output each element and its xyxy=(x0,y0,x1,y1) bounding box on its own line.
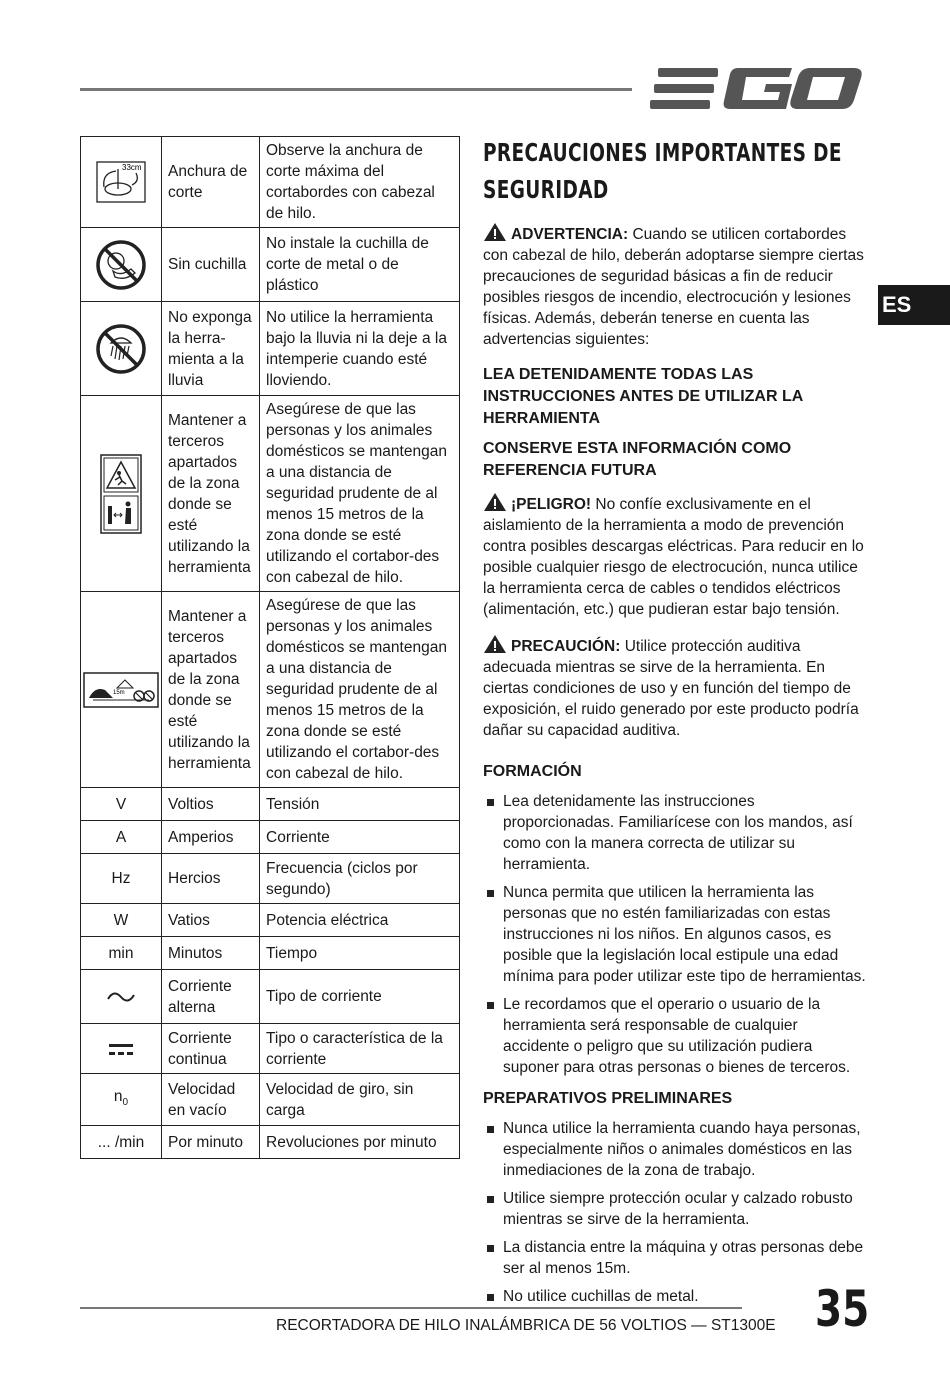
table-row xyxy=(81,137,460,228)
svg-text:33cm: 33cm xyxy=(122,163,142,172)
symbol-name: Hercios xyxy=(162,854,260,904)
cutting-width-icon xyxy=(96,161,146,203)
danger-label: ¡PELIGRO! xyxy=(511,496,592,513)
footer-rule xyxy=(80,1307,742,1309)
heading-preparativos: PREPARATIVOS PRELIMINARES xyxy=(483,1090,733,1107)
symbol-description: Tipo o característica de la corriente xyxy=(260,1024,460,1074)
table-row xyxy=(81,302,460,396)
symbol-name: Vatios xyxy=(162,904,260,937)
footer-product-name: RECORTADORA DE HILO INALÁMBRICA DE 56 VOLTIOS — ST1300E xyxy=(276,1317,776,1334)
symbol-name: Anchura de corte xyxy=(162,137,260,228)
table-row xyxy=(81,228,460,302)
table-row xyxy=(81,937,460,970)
table-row xyxy=(81,788,460,821)
list-item: Lea detenidamente las instrucciones proporcionadas. Familiarícese con los mandos, así como con la manera correcta de utilizar su herramienta. xyxy=(483,791,868,875)
symbol-cell: A xyxy=(81,821,162,854)
symbol-name: Corriente continua xyxy=(162,1024,260,1074)
symbol-cell: ... /min xyxy=(81,1126,162,1159)
no-rain-icon xyxy=(95,323,147,375)
distance-15m-icon xyxy=(83,672,159,708)
symbol-description: Asegúrese de que las personas y los animales domésticos se mantengan a una distancia de seguridad prudente de al menos 15 metros de la zona donde se esté utilizando el cortabor-des con cabezal de hilo. xyxy=(260,592,460,788)
warning-precaucion xyxy=(483,634,868,741)
symbol-description: Tipo de corriente xyxy=(260,970,460,1024)
danger-text: No confíe exclusivamente en el aislamiento de la herramienta a modo de prevención contra posibles descargas eléctricas. Para reducir en lo posible cualquier riesgo de electrocución, nunca utilice la herramienta cerca de cables o tendidos eléctricos (alimentación, etc.) que pudieran estar bajo tensión. xyxy=(483,496,864,618)
ego-logo xyxy=(650,64,862,114)
list-item: La distancia entre la máquina y otras personas debe ser al menos 15m. xyxy=(483,1237,868,1279)
table-row xyxy=(81,592,460,788)
symbol-description: Velocidad de giro, sin carga xyxy=(260,1074,460,1126)
symbol-cell: Hz xyxy=(81,854,162,904)
warning-triangle-icon xyxy=(483,492,507,512)
symbol-name: No exponga la herra-mienta a la lluvia xyxy=(162,302,260,396)
symbol-cell: W xyxy=(81,904,162,937)
header-rule xyxy=(80,88,632,91)
table-row xyxy=(81,1024,460,1074)
symbol-description: Tensión xyxy=(260,788,460,821)
symbol-text: n xyxy=(113,1087,123,1105)
warning-label: ADVERTENCIA: xyxy=(511,226,629,243)
table-row xyxy=(81,970,460,1024)
symbol-description: Observe la anchura de corte máxima del cortabordes con cabezal de hilo. xyxy=(260,137,460,228)
list-item: Le recordamos que el operario o usuario de la herramienta será responsable de cualquier accidente o peligro que su utilización pudiera suponer para otras personas o bienes de terceros. xyxy=(483,994,868,1078)
table-row xyxy=(81,904,460,937)
symbol-cell xyxy=(81,396,162,592)
table-row xyxy=(81,1074,460,1126)
warning-text: Cuando se utilicen cortabordes con cabezal de hilo, deberán adoptarse siempre ciertas precauciones de seguridad básicas a fin de reducir posibles riesgos de incendio, electrocución y lesiones físicas. Además, deberán tenerse en cuenta las advertencias siguientes: xyxy=(483,226,864,348)
language-tab: ES xyxy=(878,285,950,325)
symbol-description: Potencia eléctrica xyxy=(260,904,460,937)
heading-formacion: FORMACIÓN xyxy=(483,763,582,780)
direct-current-icon xyxy=(107,1041,135,1057)
warning-advertencia xyxy=(483,222,868,350)
list-item: Nunca utilice la herramienta cuando haya personas, especialmente niños o animales domésticos en las inmediaciones de la zona de trabajo. xyxy=(483,1118,868,1181)
warning-triangle-icon xyxy=(483,634,507,654)
symbol-name: Velocidad en vacío xyxy=(162,1074,260,1126)
table-row xyxy=(81,854,460,904)
symbol-cell: V xyxy=(81,788,162,821)
alternating-current-icon xyxy=(106,989,136,1005)
symbol-cell: min xyxy=(81,937,162,970)
symbol-description: No instale la cuchilla de corte de metal o de plástico xyxy=(260,228,460,302)
symbol-description: Asegúrese de que las personas y los animales domésticos se mantengan a una distancia de seguridad prudente de al menos 15 metros de la zona donde se esté utilizando el cortabor-des con cabezal de hilo. xyxy=(260,396,460,592)
caution-label: PRECAUCIÓN: xyxy=(511,638,621,655)
table-row xyxy=(81,396,460,592)
section-title: PRECAUCIONES IMPORTANTES DE SEGURIDAD xyxy=(483,138,842,204)
warning-peligro xyxy=(483,492,868,620)
symbol-description: Frecuencia (ciclos por segundo) xyxy=(260,854,460,904)
heading-read-instructions: LEA DETENIDAMENTE TODAS LAS INSTRUCCIONES ANTES DE UTILIZAR LA HERRAMIENTA xyxy=(483,366,803,427)
heading-keep-information: CONSERVE ESTA INFORMACIÓN COMO REFERENCIA FUTURA xyxy=(483,440,792,479)
symbol-cell xyxy=(81,1074,162,1126)
safety-section xyxy=(483,134,868,1317)
no-blade-icon xyxy=(95,239,147,291)
table-row xyxy=(81,821,460,854)
symbols-table xyxy=(80,136,460,1159)
symbol-description: Tiempo xyxy=(260,937,460,970)
symbol-name: Voltios xyxy=(162,788,260,821)
caution-text: Utilice protección auditiva adecuada mientras se sirve de la herramienta. En ciertas condiciones de uso y en función del tiempo de exposición, el ruido generado por este producto podría dañar su capacidad auditiva. xyxy=(483,638,859,739)
keep-bystanders-away-icon xyxy=(100,454,142,534)
symbol-cell xyxy=(81,970,162,1024)
symbol-cell xyxy=(81,1024,162,1074)
symbol-cell xyxy=(81,302,162,396)
symbol-name: Por minuto xyxy=(162,1126,260,1159)
list-item: Utilice siempre protección ocular y calzado robusto mientras se sirve de la herramienta. xyxy=(483,1188,868,1230)
page-number: 35 xyxy=(815,1280,870,1338)
symbol-subscript: 0 xyxy=(122,1097,129,1109)
formacion-list xyxy=(483,791,868,1078)
symbol-cell xyxy=(81,592,162,788)
preparativos-list xyxy=(483,1118,868,1307)
symbol-name: Mantener a terceros apartados de la zona donde se esté utilizando la herramienta xyxy=(162,396,260,592)
list-item: No utilice cuchillas de metal. xyxy=(483,1286,868,1307)
list-item: Nunca permita que utilicen la herramienta las personas que no estén familiarizadas con estas instrucciones ni los niños. En algunos casos, es posible que la legislación local estipule una edad mínima para poder utilizar este tipo de herramientas. xyxy=(483,882,868,987)
symbol-name: Sin cuchilla xyxy=(162,228,260,302)
symbol-name: Minutos xyxy=(162,937,260,970)
svg-text:15m: 15m xyxy=(113,689,125,696)
symbol-description: Revoluciones por minuto xyxy=(260,1126,460,1159)
symbol-name: Mantener a terceros apartados de la zona donde se esté utilizando la herramienta xyxy=(162,592,260,788)
symbol-description: Corriente xyxy=(260,821,460,854)
symbol-name: Corriente alterna xyxy=(162,970,260,1024)
symbol-cell xyxy=(81,228,162,302)
warning-triangle-icon xyxy=(483,222,507,242)
table-row xyxy=(81,1126,460,1159)
symbol-name: Amperios xyxy=(162,821,260,854)
symbol-cell xyxy=(81,137,162,228)
symbol-description: No utilice la herramienta bajo la lluvia ni la deje a la intemperie cuando esté lloviendo. xyxy=(260,302,460,396)
